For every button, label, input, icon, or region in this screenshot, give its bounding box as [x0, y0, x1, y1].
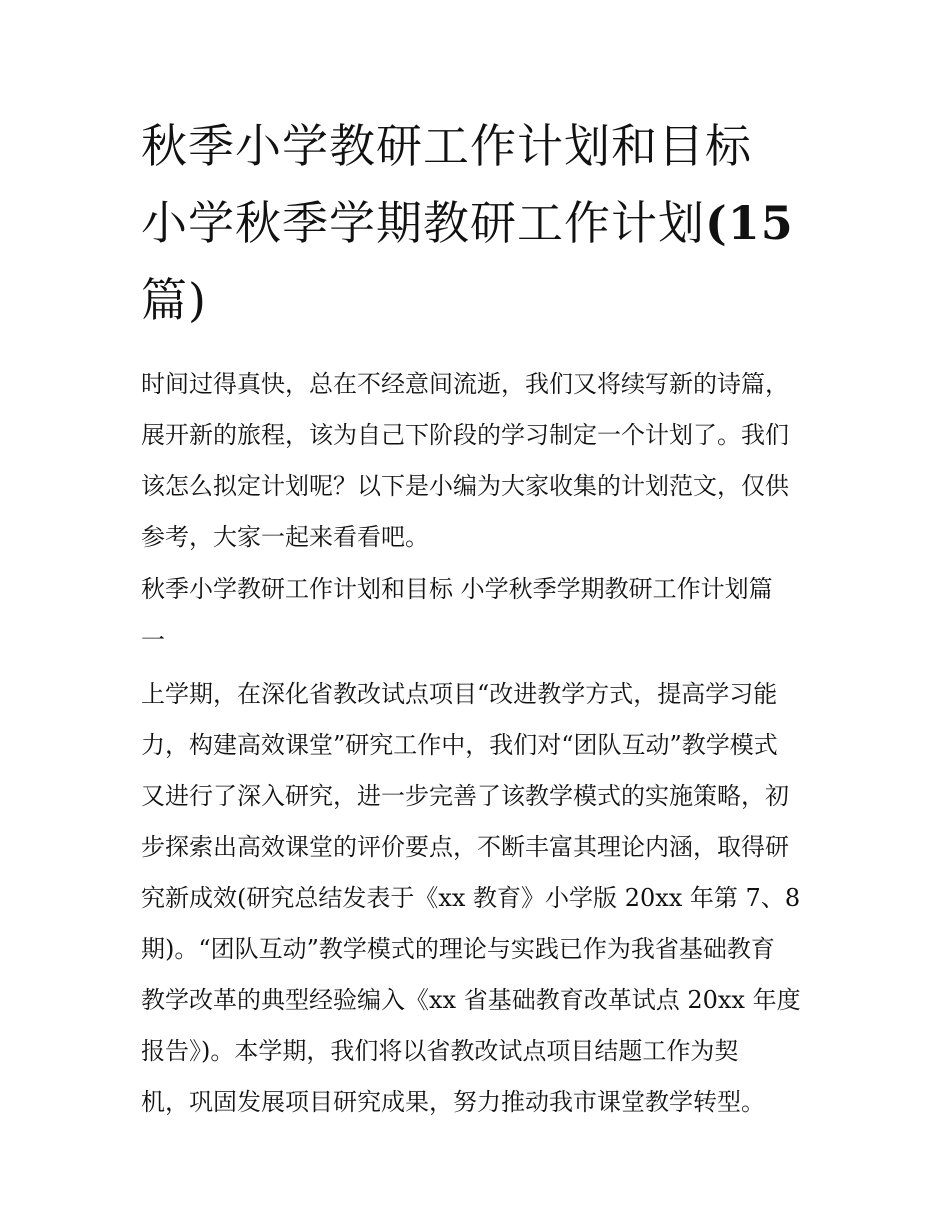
body-line: 上学期，在深化省教改试点项目“改进教学方式，提高学习能: [141, 680, 778, 708]
body-line: 步探索出高效课堂的评价要点，不断丰富其理论内涵，取得研: [141, 833, 789, 861]
intro-line: 该怎么拟定计划呢？以下是小编为大家收集的计划范文，仅供: [141, 472, 789, 500]
body-line: 究新成效(研究总结发表于《xx 教育》小学版 20xx 年第 7、8: [141, 884, 801, 912]
title-line-1: 秋季小学教研工作计划和目标: [141, 119, 752, 173]
section-heading-line: 一: [141, 626, 165, 654]
section-heading-line: 秋季小学教研工作计划和目标 小学秋季学期教研工作计划篇: [141, 575, 773, 603]
intro-line: 时间过得真快，总在不经意间流逝，我们又将续写新的诗篇，: [141, 370, 789, 398]
body-paragraph: [141, 669, 813, 1128]
title-line-2: 小学秋季学期教研工作计划: [141, 196, 705, 250]
section-heading: [141, 564, 813, 666]
document-page: [141, 108, 813, 1128]
title-line-2-suffix: (15: [705, 196, 794, 250]
intro-paragraph: [141, 359, 813, 563]
intro-line: 参考，大家一起来看看吧。: [141, 523, 429, 551]
body-line: 教学改革的典型经验编入《xx 省基础教育改革试点 20xx 年度: [141, 986, 801, 1014]
body-line: 又进行了深入研究，进一步完善了该教学模式的实施策略，初: [141, 782, 789, 810]
body-line: 期)。“团队互动”教学模式的理论与实践已作为我省基础教育: [141, 935, 775, 963]
document-title: [141, 108, 813, 339]
body-line: 报告》)。本学期，我们将以省教改试点项目结题工作为契: [141, 1037, 739, 1065]
body-line: 机，巩固发展项目研究成果，努力推动我市课堂教学转型。: [141, 1088, 765, 1116]
body-line: 力，构建高效课堂”研究工作中，我们对“团队互动”教学模式: [141, 731, 778, 759]
title-line-3: 篇): [141, 273, 207, 327]
intro-line: 展开新的旅程，该为自己下阶段的学习制定一个计划了。我们: [141, 421, 789, 449]
